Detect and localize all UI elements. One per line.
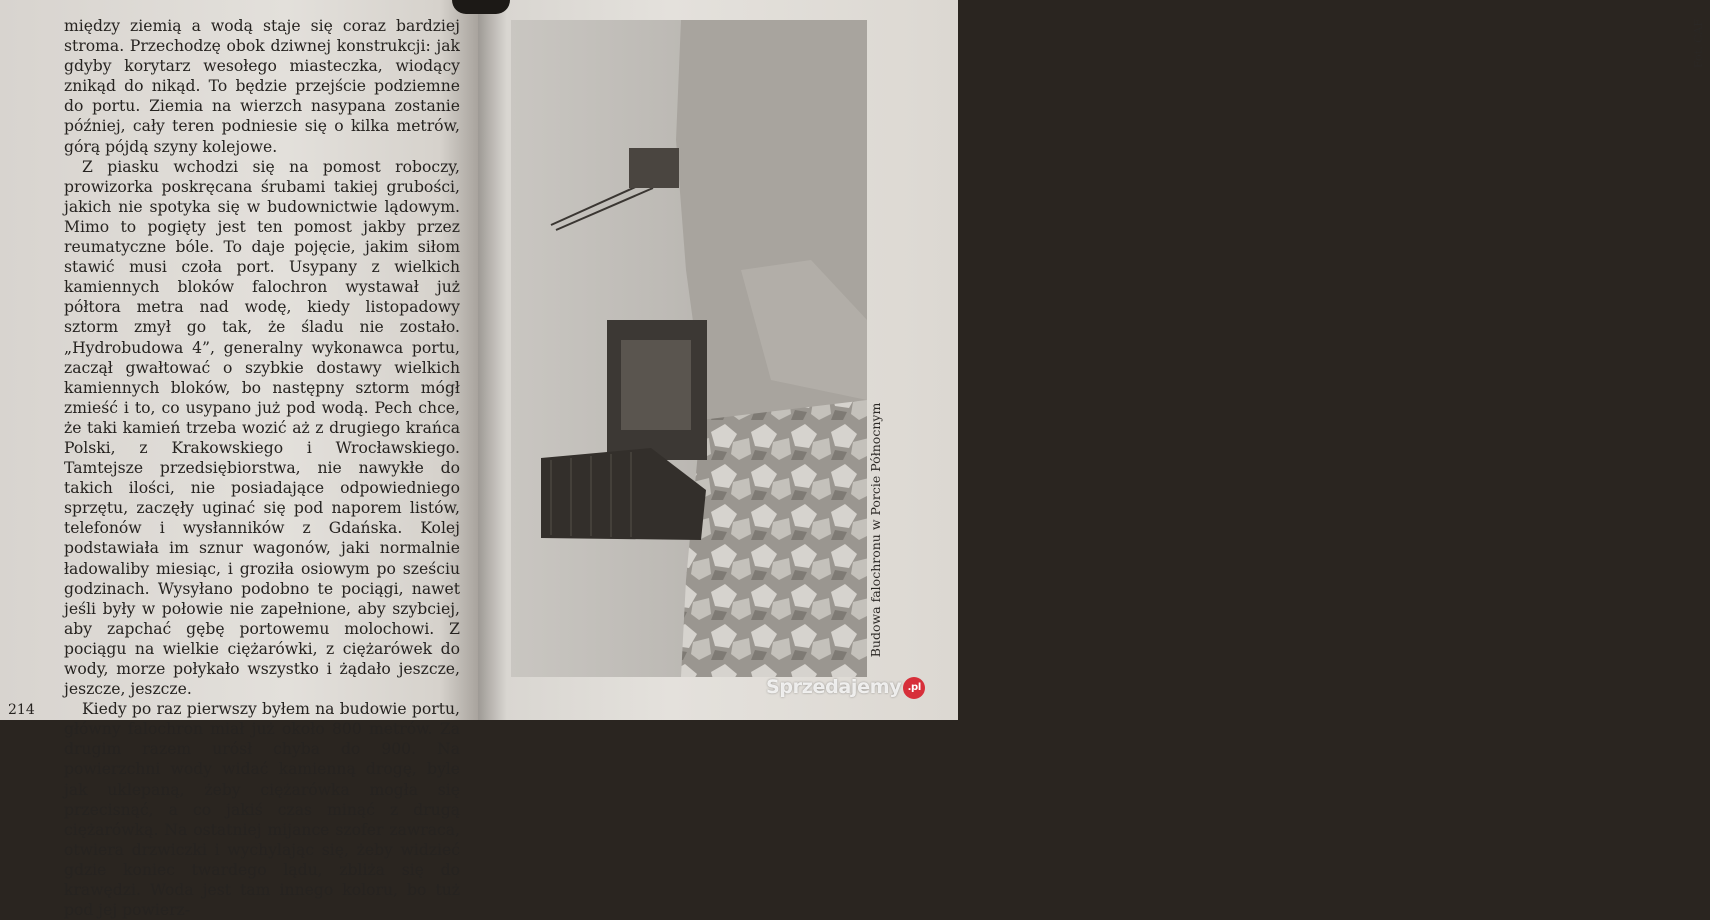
watermark-text: Sprzedajemy	[766, 676, 902, 698]
crane-cab	[629, 148, 679, 188]
breakwater-photo	[511, 20, 867, 677]
left-page-text	[64, 16, 460, 920]
paragraph-2: Z piasku wchodzi się na pomost roboczy, prowizorka poskręcana śrubami takiej grubości, jakich nie spotyka się w budownictwie lądowym. Mimo to pogięty jest ten pomost jakby przez reumatyczne bóle. To daje pojęcie, jakim siłom stawić musi czoła port. Usypany z wielkich kamiennych bloków falochron wystawał już półtora metra nad wodę, kiedy listopadowy sztorm zmył go tak, że śladu nie zostało. „Hydrobudowa 4”, generalny wykonawca portu, zaczął gwałtować o szybkie dostawy wielkich kamiennych bloków, bo następny sztorm mógł zmieść i to, co usypano już pod wodą. Pech chce, że taki kamień trzeba wozić aż z drugiego krańca Polski, z Krakowskiego i Wrocławskiego. Tamtejsze przedsiębiorstwa, nie nawykłe do takich ilości, nie posiadające odpowiedniego sprzętu, zaczęły uginać się pod naporem listów, telefonów i wysłanników z Gdańska. Kolej podstawiała im sznur wagonów, jaki normalnie ładowaliby miesiąc, i groziła osiowym po sześciu godzinach. Wysyłano podobno te pociągi, nawet jeśli były w połowie nie zapełnione, aby szybciej, aby zapchać gębę portowemu molochowi. Z pociągu na wielkie ciężarówki, z ciężarówek do wody, morze połykało wszystko i żądało jeszcze, jeszcze, jeszcze.	[64, 157, 460, 699]
paragraph-3: Kiedy po raz pierwszy byłem na budowie portu, główny falochron miał już około 800 metrów. Za drugim razem urósł chyba do 900. Na powierzchni wody widać kamienną drogę, byle jak uklepaną, żeby ciężarówka mogła się przecisnąć, a co jakiś czas minąć z drugą ciężarówką. Na ostatniej mijance szofer zawraca, otwiera drzwiczki i wychylając się, żeby widzieć gdzie koniec twardego lądu, zbliża się do krawędzi. Woda jest tam innego koloru, bo tuż pod jej powierz-	[64, 700, 460, 920]
watermark	[766, 676, 925, 700]
photo-credit-wrap	[846, 10, 1705, 70]
photo-caption: Budowa falochronu w Porcie Północnym	[868, 402, 883, 658]
gutter-shadow	[452, 0, 510, 14]
left-page	[0, 0, 478, 920]
rock-pile	[681, 400, 867, 677]
photo-credit: Fot. CAF	[1692, 18, 1705, 68]
page-number: 214	[8, 702, 35, 718]
watermark-badge: .pl	[903, 677, 925, 699]
paragraph-1: między ziemią a wodą staje się coraz bardziej stroma. Przechodzę obok dziwnej konstrukcji: jak gdyby korytarz wesołego miasteczka, wiodący znikąd do nikąd. To będzie przejście podziemne do portu. Ziemia na wierzch nasypana zostanie później, cały teren podniesie się o kilka metrów, górą pójdą szyny kolejowe.	[64, 17, 460, 156]
photo-illustration	[511, 20, 867, 677]
